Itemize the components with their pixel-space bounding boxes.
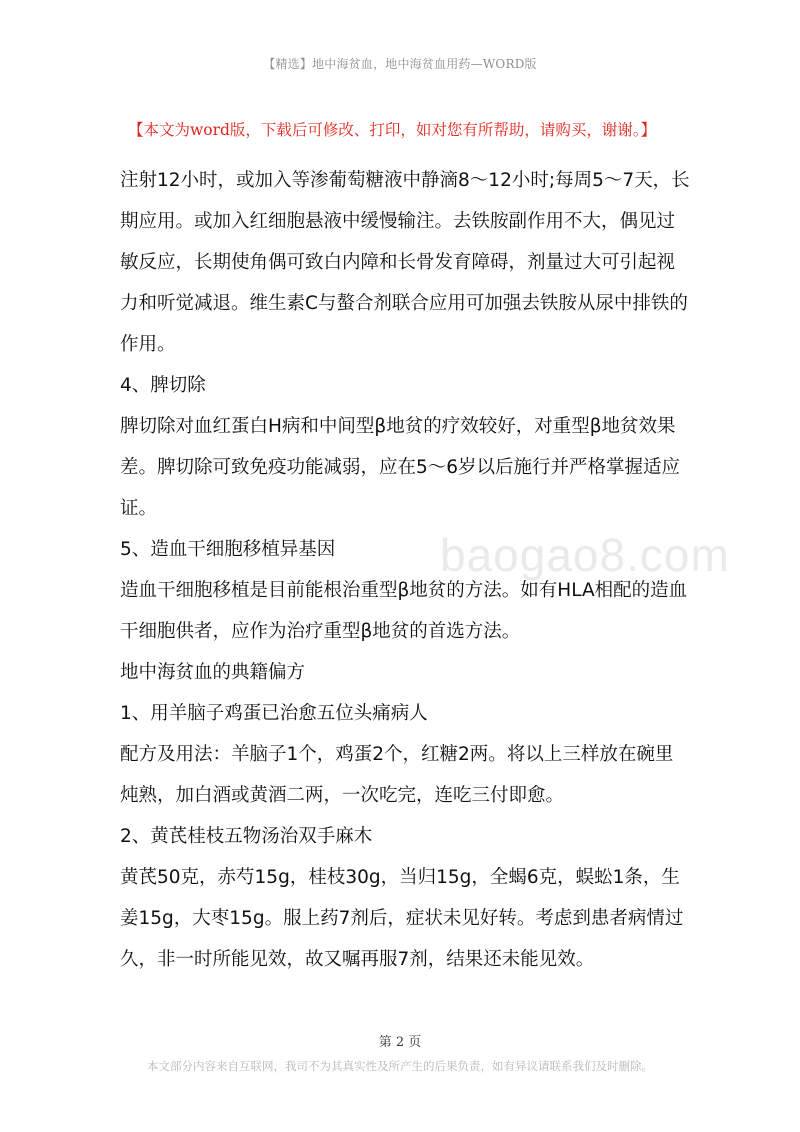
paragraph-remedy-1: 配方及用法：羊脑子1个，鸡蛋2个，红糖2两。将以上三样放在碗里炖熟，加白酒或黄酒二两，一次吃完，连吃三付即愈。 [120, 744, 674, 806]
heading-stem-cell-transplant: 5、造血干细胞移植异基因 [120, 539, 336, 560]
paragraph-remedy-2: 黄芪50克，赤芍15g，桂枝30g，当归15g，全蝎6克，蜈蚣1条，生姜15g，大枣15g。服上药7剂后，症状未见好转。考虑到患者病情过久，非一时所能见效，故又嘱再服7剂，结果还未能见效。 [120, 867, 684, 970]
heading-folk-remedies: 地中海贫血的典籍偏方 [120, 662, 306, 683]
paragraph-deferoxamine: 注射12小时，或加入等渗葡萄糖液中静滴8～12小时;每周5～7天，长期应用。或加入红细胞悬液中缓慢输注。去铁胺副作用不大，偶见过敏反应，长期使角偶可致白内障和长骨发育障碍，剂量过大可引起视力和听觉减退。维生素C与螯合剂联合应用可加强去铁胺从尿中排铁的作用。 [120, 170, 690, 355]
heading-remedy-2: 2、黄芪桂枝五物汤治双手麻木 [120, 826, 373, 847]
heading-remedy-1: 1、用羊脑子鸡蛋已治愈五位头痛病人 [120, 703, 428, 724]
document-body [120, 160, 690, 980]
site-watermark: baogao8.com [440, 529, 730, 581]
paragraph-stem-cell-transplant: 造血干细胞移植是目前能根治重型β地贫的方法。如有HLA相配的造血干细胞供者，应作为治疗重型β地贫的首选方法。 [120, 580, 688, 642]
page-number: 第 2 页 [378, 1035, 422, 1050]
running-header: 【精选】地中海贫血，地中海贫血用药—WORD版 [263, 57, 537, 71]
purchase-notice: 【本文为word版，下载后可修改、打印，如对您有所帮助，请购买，谢谢。】 [128, 121, 657, 139]
paragraph-splenectomy: 脾切除对血红蛋白H病和中间型β地贫的疗效较好，对重型β地贫效果差。脾切除可致免疫功能减弱，应在5～6岁以后施行并严格掌握适应证。 [120, 416, 681, 519]
heading-splenectomy: 4、脾切除 [120, 375, 206, 396]
footer-disclaimer: 本文部分内容来自互联网，我司不为其真实性及所产生的后果负责，如有异议请联系我们及时删除。 [147, 1059, 653, 1073]
